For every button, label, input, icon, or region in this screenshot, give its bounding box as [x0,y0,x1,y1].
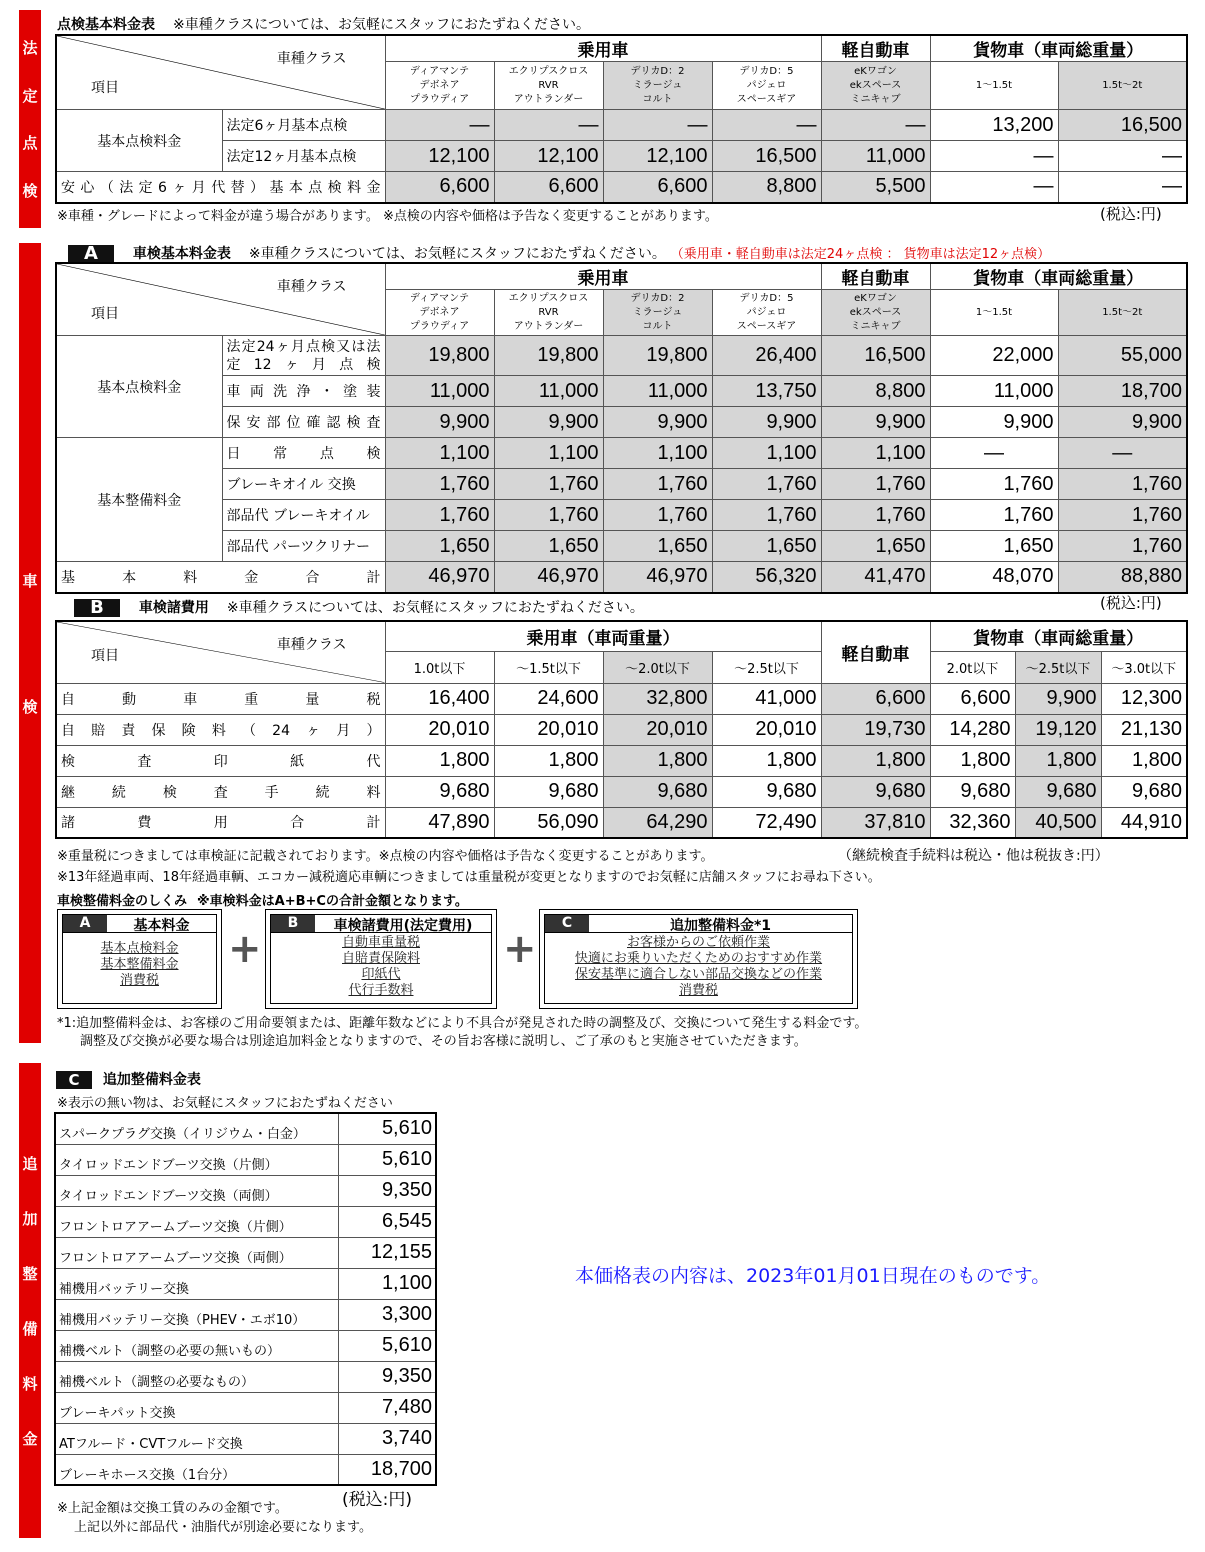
group-header: 貨物車（車両総重量） [930,621,1187,651]
price-cell: 13,750 [712,376,821,407]
table-row [55,1206,436,1237]
plus-sign: + [503,926,537,972]
price-cell: 1,650 [603,531,712,562]
row-label: 部品代 ブレーキオイル [222,500,385,531]
price-cell: — [930,438,1058,469]
row-label: 基本料金合計 [56,562,385,593]
system-box-a: A 基本料金 基本点検料金 基本整備料金 消費税 [57,909,222,1009]
class-header: デリカD：5 パジェロ スペースギア [712,290,821,336]
item-price: 3,740 [338,1423,436,1454]
price-cell: 16,500 [712,141,821,172]
system-item: 代行手数料 [348,983,414,998]
item-name: ブレーキホース交換（1台分） [55,1454,338,1485]
class-header: ～2.5t以下 [712,651,821,683]
table-row [55,1237,436,1268]
row-label: ブレーキオイル 交換 [222,469,385,500]
shaken-basic-price-table [55,262,1188,594]
group-header: 軽自動車 [821,621,930,683]
total-row [56,562,1187,593]
price-cell: 16,500 [1058,110,1187,141]
system-item: 基本点検料金 [100,941,179,956]
price-cell: 26,400 [712,336,821,376]
item-price: 3,300 [338,1299,436,1330]
price-cell: 24,600 [494,683,603,714]
item-name: スパークプラグ交換（イリジウム・白金） [55,1113,338,1144]
price-cell: 1,650 [712,531,821,562]
class-header: デリカD：2 ミラージュ コルト [603,290,712,336]
side-label-additional: 追 加 整 備 料 金 [19,1063,41,1538]
price-cell: 32,800 [603,683,712,714]
price-cell: — [930,141,1058,172]
price-cell: 1,760 [603,469,712,500]
price-cell: 19,800 [494,336,603,376]
row-label: 日常点検 [222,438,385,469]
price-cell: 9,680 [1015,776,1101,807]
price-cell: 20,010 [494,714,603,745]
fees-tax-note: （継続検査手続料は税込・他は税抜き:円） [838,848,1109,864]
class-header: 1.5t～2t [1058,62,1187,110]
class-header: 2.0t以下 [930,651,1015,683]
tax-note: (税込:円) [1100,205,1162,223]
row-label: 検査印紙代 [56,745,385,776]
class-header: エクリプスクロス RVR アウトランダー [494,290,603,336]
price-cell: 9,680 [930,776,1015,807]
item-name: 補機ベルト（調整の必要なもの） [55,1361,338,1392]
item-price: 5,610 [338,1113,436,1144]
table-row [56,776,1187,807]
price-cell: 6,600 [494,172,603,203]
system-footnote: *1:追加整備料金は、お客様のご用命要領または、距離年数などにより不具合が発見された時の調整及び、交換について発生する料金です。 [57,1016,868,1031]
item-name: 補機ベルト（調整の必要の無いもの） [55,1330,338,1361]
price-cell: 20,010 [712,714,821,745]
badge-c: C [56,1071,92,1089]
section-c-title: C 追加整備料金表 [56,1069,201,1089]
system-item: 消費税 [119,973,159,988]
section-c-footnote: 上記以外に部品代・油脂代が別途必要になります。 [74,1520,372,1535]
price-cell: 1,760 [821,500,930,531]
price-cell: 19,800 [603,336,712,376]
item-name: フロントロアアームブーツ交換（両側） [55,1237,338,1268]
item-price: 7,480 [338,1392,436,1423]
price-cell: 1,800 [1101,745,1187,776]
price-cell: 1,100 [385,438,494,469]
price-cell: 12,100 [494,141,603,172]
price-cell: 19,800 [385,336,494,376]
price-cell: 1,760 [603,500,712,531]
item-price: 6,545 [338,1206,436,1237]
price-cell: — [385,110,494,141]
table-row [56,141,1187,172]
badge-b: B [74,599,120,617]
row-label: 車両洗浄・塗装 [222,376,385,407]
price-cell: 40,500 [1015,807,1101,838]
tax-note: (税込:円) [342,1490,412,1510]
fees-note: ※重量税につきましては車検証に記載されております。※点検の内容や価格は予告なく変更することがあります。 [57,849,714,864]
class-header: エクリプスクロス RVR アウトランダー [494,62,603,110]
system-box-c: C 追加整備料金*1 お客様からのご依頼作業 快適にお乗りいただくためのおすすめ作業 保安基準に適合しない部品交換などの作業 消費税 [539,909,858,1009]
section-a-title: A 車検基本料金表 ※車種クラスについては、お気軽にスタッフにおたずねください。 （乗用車・軽自動車は法定24ヶ点検 ： 貨物車は法定12ヶ点検） [68,243,1050,263]
item-name: ブレーキパット交換 [55,1392,338,1423]
price-cell: 12,100 [385,141,494,172]
price-cell: — [821,110,930,141]
table-row [56,500,1187,531]
class-header: eKワゴン ekスペース ミニキャブ [821,290,930,336]
row-group-label: 基本整備料金 [56,438,222,562]
price-cell: 1,760 [930,500,1058,531]
system-item: 快適にお乗りいただくためのおすすめ作業 [574,951,823,966]
system-box-b: B 車検諸費用(法定費用) 自動車重量税 自賠責保険料 印紙代 代行手数料 [265,909,497,1009]
price-cell: 41,470 [821,562,930,593]
table-row [55,1113,436,1144]
system-item: 基本整備料金 [100,957,179,972]
group-header: 軽自動車 [821,35,930,62]
price-cell: 1,760 [930,469,1058,500]
row-label: 諸費用合計 [56,807,385,838]
item-price: 18,700 [338,1454,436,1485]
table-row [55,1299,436,1330]
inspection-title: 点検基本料金表 ※車種クラスについては、お気軽にスタッフにおたずねください。 [57,17,591,33]
table-row [56,469,1187,500]
price-cell: 6,600 [821,683,930,714]
additional-price-table [54,1112,437,1486]
class-header: 1～1.5t [930,62,1058,110]
group-header: 貨物車（車両総重量） [930,35,1187,62]
group-header: 貨物車（車両総重量） [930,263,1187,290]
shaken-fees-table [55,620,1188,839]
tax-note: (税込:円) [1100,594,1162,612]
class-header: 1.0t以下 [385,651,494,683]
row-label: 継続検査手続料 [56,776,385,807]
price-cell: 9,680 [821,776,930,807]
price-cell: 1,800 [930,745,1015,776]
item-name: フロントロアアームブーツ交換（片側） [55,1206,338,1237]
price-cell: 1,650 [930,531,1058,562]
table-row [55,1423,436,1454]
price-cell: 9,900 [1015,683,1101,714]
price-cell: 1,760 [712,469,821,500]
item-name: タイロッドエンドブーツ交換（両側） [55,1175,338,1206]
table-row [55,1330,436,1361]
table-row [55,1175,436,1206]
price-cell: 11,000 [821,141,930,172]
inspection-note: ※車種・グレードによって料金が違う場合があります。 ※点検の内容や価格は予告なく変更することがあります。 [57,209,718,224]
price-cell: 12,300 [1101,683,1187,714]
price-cell: — [494,110,603,141]
price-cell: 56,320 [712,562,821,593]
class-header: ～2.5t以下 [1015,651,1101,683]
price-cell: 37,810 [821,807,930,838]
row-label: 安心（法定6ヶ月代替）基本点検料金 [56,172,385,203]
item-price: 9,350 [338,1175,436,1206]
price-cell: 1,650 [494,531,603,562]
price-cell: — [603,110,712,141]
row-label: 自賠責保険料（24ヶ月） [56,714,385,745]
item-price: 9,350 [338,1361,436,1392]
item-name: 補機用バッテリー交換（PHEV・エボ10） [55,1299,338,1330]
item-price: 1,100 [338,1268,436,1299]
item-name: ATフルード・CVTフルード交換 [55,1423,338,1454]
price-cell: 19,120 [1015,714,1101,745]
price-cell: 44,910 [1101,807,1187,838]
table-row [56,683,1187,714]
table-row [56,438,1187,469]
price-cell: 11,000 [603,376,712,407]
plus-sign: + [228,926,262,972]
price-cell: 56,090 [494,807,603,838]
table-row [56,172,1187,203]
price-cell: 1,800 [494,745,603,776]
price-cell: 1,760 [385,500,494,531]
price-cell: 48,070 [930,562,1058,593]
price-cell: 55,000 [1058,336,1187,376]
table-row [55,1361,436,1392]
class-header: ～3.0t以下 [1101,651,1187,683]
table-row [55,1268,436,1299]
price-date-notice: 本価格表の内容は、2023年01月01日現在のものです。 [575,1265,1051,1287]
row-label: 保安部位確認検査 [222,407,385,438]
price-cell: 1,800 [385,745,494,776]
price-cell: 1,800 [821,745,930,776]
price-cell: 14,280 [930,714,1015,745]
system-item: 保安基準に適合しない部品交換などの作業 [574,967,822,982]
price-cell: 46,970 [603,562,712,593]
system-item: 自動車重量税 [341,935,420,950]
price-cell: 16,500 [821,336,930,376]
class-header: eKワゴン ekスペース ミニキャブ [821,62,930,110]
class-header: ディアマンテ デボネア プラウディア [385,290,494,336]
price-cell: 5,500 [821,172,930,203]
price-cell: 11,000 [930,376,1058,407]
price-cell: 11,000 [494,376,603,407]
price-cell: 9,900 [930,407,1058,438]
price-cell: 6,600 [930,683,1015,714]
price-cell: 9,680 [385,776,494,807]
price-cell: 8,800 [712,172,821,203]
price-cell: 32,360 [930,807,1015,838]
price-cell: 1,100 [712,438,821,469]
table-row [55,1392,436,1423]
price-cell: 1,760 [494,500,603,531]
price-cell: 6,600 [603,172,712,203]
price-cell: 20,010 [385,714,494,745]
section-c-footnote: ※上記金額は交換工賃のみの金額です。 [57,1501,288,1516]
price-cell: 21,130 [1101,714,1187,745]
group-header: 乗用車（車両重量） [385,621,821,651]
class-header: デリカD：5 パジェロ スペースギア [712,62,821,110]
row-group-label: 基本点検料金 [56,110,222,172]
system-item: 消費税 [678,983,718,998]
side-label-shaken: 車 検 [19,243,41,1043]
price-cell: 19,730 [821,714,930,745]
price-cell: 9,900 [821,407,930,438]
price-cell: 1,760 [1058,469,1187,500]
price-cell: 22,000 [930,336,1058,376]
row-label: 法定24ヶ月点検又は法定12ヶ月点検 [222,336,385,376]
price-cell: 64,290 [603,807,712,838]
price-cell: 12,100 [603,141,712,172]
section-c-note: ※表示の無い物は、お気軽にスタッフにおたずねください [57,1096,393,1111]
price-cell: 9,680 [603,776,712,807]
badge-a: A [68,245,114,263]
system-title: 車検整備料金のしくみ ※車検料金はA+B+Cの合計金額となります。 [57,894,468,909]
section-b-title: B 車検諸費用 ※車種クラスについては、お気軽にスタッフにおたずねください。 [74,597,644,617]
table-row [56,110,1187,141]
price-cell: 1,800 [1015,745,1101,776]
price-cell: 1,100 [494,438,603,469]
price-cell: 13,200 [930,110,1058,141]
price-cell: 16,400 [385,683,494,714]
system-item: 自賠責保険料 [341,951,420,966]
total-row [56,807,1187,838]
side-label-inspection: 法 定 点 検 [19,10,41,228]
price-cell: 1,760 [821,469,930,500]
class-header: 1～1.5t [930,290,1058,336]
system-item: お客様からのご依頼作業 [626,935,770,950]
price-cell: 1,760 [1058,500,1187,531]
price-cell: 88,880 [1058,562,1187,593]
class-header: デリカD：2 ミラージュ コルト [603,62,712,110]
price-cell: 9,680 [494,776,603,807]
price-cell: — [1058,438,1187,469]
price-cell: 8,800 [821,376,930,407]
table-row [56,531,1187,562]
class-header: ディアマンテ デボネア プラウディア [385,62,494,110]
weight-tax-note: ※13年経過車両、18年経過車輌、エコカー減税適応車輌につきましては重量税が変更となりますのでお気軽に店舗スタッフにお尋ね下さい。 [57,870,881,885]
item-price: 5,610 [338,1330,436,1361]
row-label: 法定6ヶ月基本点検 [222,110,385,141]
class-header: 1.5t～2t [1058,290,1187,336]
price-cell: 1,760 [712,500,821,531]
price-cell: 46,970 [385,562,494,593]
price-cell: 1,760 [494,469,603,500]
system-item: 印紙代 [361,967,401,982]
table-row [55,1144,436,1175]
price-cell: 9,900 [494,407,603,438]
table-corner: 車種クラス 項目 [56,621,385,683]
group-header: 軽自動車 [821,263,930,290]
price-cell: 46,970 [494,562,603,593]
price-cell: 9,680 [712,776,821,807]
price-cell: 20,010 [603,714,712,745]
table-corner: 車種クラス 項目 [56,35,385,110]
price-cell: 1,760 [1058,531,1187,562]
inspection-price-table [55,34,1188,204]
price-cell: 6,600 [385,172,494,203]
table-row [55,1454,436,1485]
price-cell: 9,900 [385,407,494,438]
row-label: 自動車重量税 [56,683,385,714]
price-cell: — [1058,172,1187,203]
price-cell: 18,700 [1058,376,1187,407]
price-cell: 11,000 [385,376,494,407]
item-name: 補機用バッテリー交換 [55,1268,338,1299]
price-cell: 41,000 [712,683,821,714]
class-header: ～2.0t以下 [603,651,712,683]
system-footnote: 調整及び交換が必要な場合は別途追加料金となりますので、その旨お客様に説明し、ご了承のもと実施させていただきます。 [80,1034,807,1049]
price-cell: — [1058,141,1187,172]
group-header: 乗用車 [385,263,821,290]
price-cell: 9,900 [603,407,712,438]
table-row [56,336,1187,376]
row-label: 部品代 パーツクリナー [222,531,385,562]
price-cell: 72,490 [712,807,821,838]
class-header: ～1.5t以下 [494,651,603,683]
item-price: 5,610 [338,1144,436,1175]
table-row [56,376,1187,407]
price-cell: 9,680 [1101,776,1187,807]
price-cell: 9,900 [712,407,821,438]
row-group-label: 基本点検料金 [56,336,222,438]
price-cell: 1,800 [603,745,712,776]
table-row [56,407,1187,438]
group-header: 乗用車 [385,35,821,62]
price-cell: 1,650 [821,531,930,562]
price-cell: 1,100 [821,438,930,469]
table-row [56,714,1187,745]
price-cell: 47,890 [385,807,494,838]
table-corner: 車種クラス 項目 [56,263,385,336]
row-label: 法定12ヶ月基本点検 [222,141,385,172]
price-cell: — [712,110,821,141]
item-price: 12,155 [338,1237,436,1268]
price-cell: 1,100 [603,438,712,469]
table-row [56,745,1187,776]
price-cell: 1,800 [712,745,821,776]
price-cell: 9,900 [1058,407,1187,438]
item-name: タイロッドエンドブーツ交換（片側） [55,1144,338,1175]
price-cell: 1,760 [385,469,494,500]
price-cell: 1,650 [385,531,494,562]
price-cell: — [930,172,1058,203]
